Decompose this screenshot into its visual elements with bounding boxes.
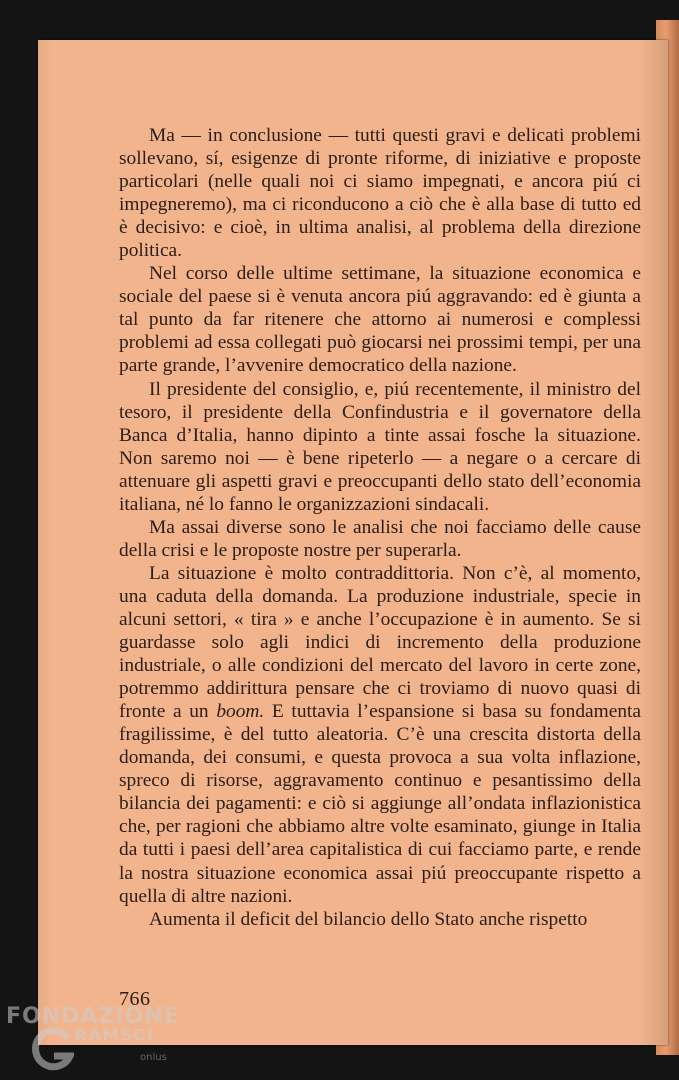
emphasized-word: boom.	[216, 701, 265, 723]
watermark-line2: RAMSCI	[74, 1026, 155, 1046]
paragraph: La situazione è molto contraddittoria. Non c’è, al momento, una caduta della domanda. La produzione industriale, specie in alcuni settori, « tira » e anche l’occupazione è in aumento. Se si guardasse solo agli indici di incremento della produzione industriale, o alle condizioni del mercato del lavoro in certe zone, potremmo addirittura pensare che ci troviamo di nuovo quasi di fronte a un boom. E tuttavia l’espansione si basa su fondamenta fragilissime, è del tutto aleatoria. C’è una crescita distorta della domanda, dei consumi, e questa provoca a sua volta inflazione, spreco di risorse, aggravamento continuo e pesantissimo della bilancia dei pagamenti: e ciò si aggiunge all’ondata inflazionistica che, per ragioni che abbiamo altre volte esaminato, giunge in Italia da tutti i paesi dell’area capitalistica di cui facciamo parte, e rende la nostra situazione economica assai piú preoccupante rispetto a quella di altre nazioni.	[119, 562, 642, 907]
paragraph: Nel corso delle ultime settimane, la situazione economica e sociale del paese si è venuta ancora piú aggravando: ed è giunta a tal punto da far ritenere che attorno ai numerosi e complessi problemi ad essa collegati può giocarsi nei prossimi tempi, per una parte grande, l’avvenire democratico della nazione.	[119, 263, 641, 377]
fondazione-gramsci-watermark	[2, 1004, 192, 1076]
paragraph: Il presidente del consiglio, e, piú recentemente, il ministro del tesoro, il presidente della Confindustria e il governatore della Banca d’Italia, hanno dipinto a tinte assai fosche la situazione. Non saremo noi — è bene ripeterlo — a negare o a cercare di attenuare gli aspetti gravi e preoccupanti dello stato dell’economia italiana, né lo fanno le organizzazioni sindacali.	[119, 378, 641, 515]
paragraph: Ma assai diverse sono le analisi che noi facciamo delle cause della crisi e le proposte nostre per superarla.	[119, 516, 641, 561]
watermark-suffix: onlus	[140, 1052, 167, 1063]
page-number: 766	[119, 988, 151, 1010]
gramsci-g-logo-icon	[30, 1026, 74, 1072]
paragraph: Aumenta il deficit del bilancio dello Stato anche rispetto	[149, 908, 588, 930]
paragraph: Ma — in conclusione — tutti questi gravi e delicati problemi sollevano, sí, esigenze di pronte riforme, di iniziative e proposte particolari (nelle quali noi ci siamo impegnati, e ancora piú ci impegneremo), ma ci riconducono a ciò che è alla base di tutto ed è decisivo: e cioè, in ultima analisi, al problema della direzione politica.	[119, 125, 641, 262]
body-text	[119, 124, 641, 931]
watermark-line1: FONDAZIONE	[6, 1004, 180, 1029]
